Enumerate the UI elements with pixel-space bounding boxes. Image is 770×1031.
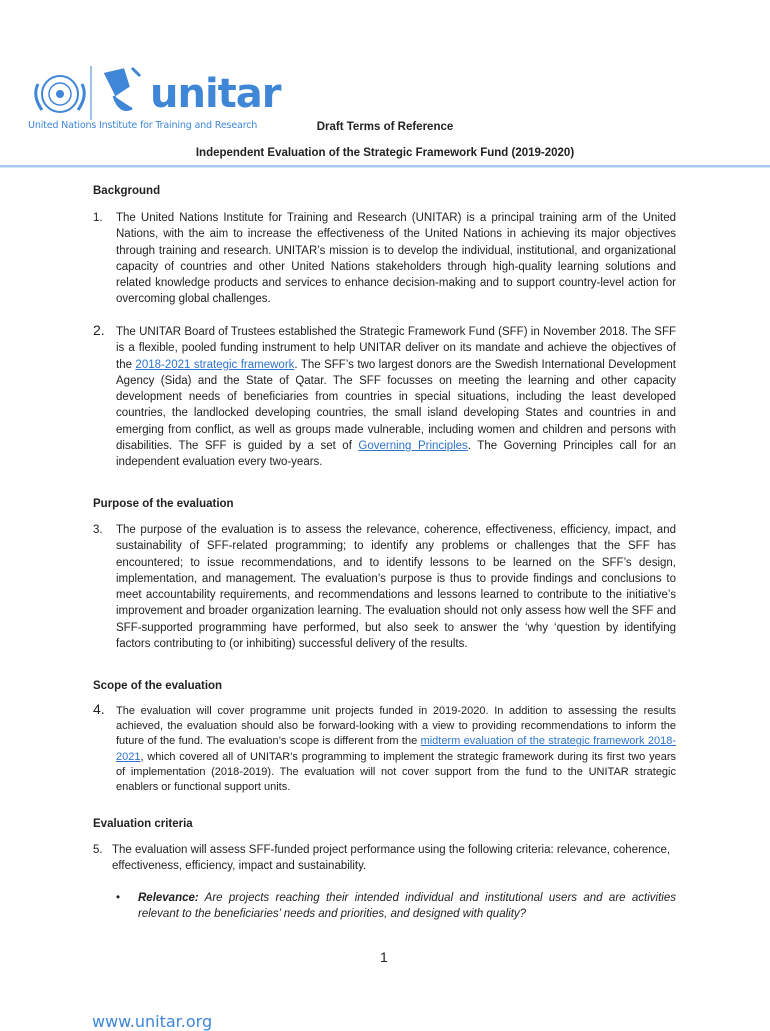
- bullet-text: Are projects reaching their intended individual and institutional users and are activities relevant to the beneficiaries’ needs and priorities, and designed with quality?: [138, 892, 676, 921]
- un-emblem-icon: [28, 64, 148, 120]
- document-title: Draft Terms of Reference: [316, 121, 454, 133]
- heading-purpose: Purpose of the evaluation: [93, 498, 234, 510]
- logo-tagline: United Nations Institute for Training and Research: [28, 120, 258, 131]
- paragraph-text: The purpose of the evaluation is to assess the relevance, coherence, effectiveness, efficiency, impact, and sustainability of SFF-related programming; to identify any problems or challenges that the SFF has encountered; to issue recommendations, and to identify lessons to be learned on the SFF’s design, implementation, and management. The evaluation’s purpose is thus to provide findings and conclusions to meet accountability requirements, and recommendations and lessons learned to contribute to the initiative’s improvement and broader organization learning. The evaluation should not only assess how well the SFF and SFF-supported programming have performed, but also seek to answer the ‘why ‘question by identifying factors contributing to (or inhibiting) successful delivery of the results.: [116, 524, 676, 651]
- bullet-relevance: [116, 890, 676, 923]
- paragraph-text: The evaluation will assess SFF-funded project performance using the following criteria: relevance, coherence, effectiveness, efficiency, impact and sustainability.: [112, 844, 671, 873]
- logo-wordmark: unitar: [150, 71, 281, 117]
- bullet-label: Relevance:: [138, 892, 199, 904]
- paragraph-text: The United Nations Institute for Training and Research (UNITAR) is a principal training arm of the United Nations, with the aim to increase the effectiveness of the United Nations in achieving its major objectives through training and research. UNITAR’s mission is to develop the individual, institutional, and organizational capacity of countries and other United Nations stakeholders through high-quality learning solutions and related knowledge products and services to enhance decision-making and to support country-level action for overcoming global challenges.: [116, 212, 676, 306]
- paragraph-1: [93, 210, 676, 308]
- midterm-evaluation-link[interactable]: midterm evaluation of the strategic framework 2018-2021: [116, 735, 676, 763]
- heading-scope: Scope of the evaluation: [93, 680, 223, 692]
- page-number: 1: [380, 949, 388, 965]
- bullet-icon: •: [116, 892, 121, 904]
- paragraph-number: 3.: [93, 524, 103, 536]
- paragraph-number: 5.: [93, 844, 103, 856]
- document-subtitle: Independent Evaluation of the Strategic Framework Fund (2019-2020): [195, 147, 575, 159]
- paragraph-3: [93, 522, 676, 652]
- paragraph-number: 2.: [93, 322, 105, 338]
- paragraph-2: [93, 324, 676, 471]
- footer-website: www.unitar.org: [92, 1012, 213, 1031]
- paragraph-text: . The SFF’s two largest donors are the Swedish International Development Agency (Sida) and the State of Qatar. The SFF focusses on meeting the learning and other capacity development needs of beneficiaries from countries in special situations, including the least developed countries, the landlocked developing countries, the small island developing States and countries in and emerging from conflict, as well as groups made vulnerable, including women and children and persons with disabilities. The SFF is guided by a set of: [116, 358, 677, 453]
- paragraph-number: 1.: [93, 212, 103, 224]
- strategic-framework-link[interactable]: 2018-2021 strategic framework: [135, 358, 295, 371]
- paragraph-text: . The Governing Principles call for an independent evaluation every two-years.: [116, 440, 676, 469]
- header-divider: [0, 165, 770, 168]
- paragraph-text: , which covered all of UNITAR’s programming to implement the strategic framework during its first two years of implementation (2018-2019). The evaluation will not cover support from the fund to the UNITAR strategic enablers or functional support units.: [116, 750, 676, 794]
- paragraph-text: The UNITAR Board of Trustees established the Strategic Framework Fund (SFF) in November 2018. The SFF is a flexible, pooled funding instrument to help UNITAR deliver on its mandate and achieve the objectives of the: [116, 326, 676, 371]
- governing-principles-link[interactable]: Governing Principles: [358, 440, 468, 453]
- paragraph-text: The evaluation will cover programme unit projects funded in 2019-2020. In addition to assessing the results achieved, the evaluation should also be forward-looking with a view to providing recommendations to inform the future of the fund. The evaluation’s scope is different from the: [116, 705, 676, 748]
- paragraph-4: [93, 701, 676, 795]
- paragraph-number: 4.: [93, 701, 105, 717]
- paragraph-5: [93, 842, 676, 875]
- heading-criteria: Evaluation criteria: [93, 818, 193, 830]
- heading-background: Background: [93, 185, 161, 197]
